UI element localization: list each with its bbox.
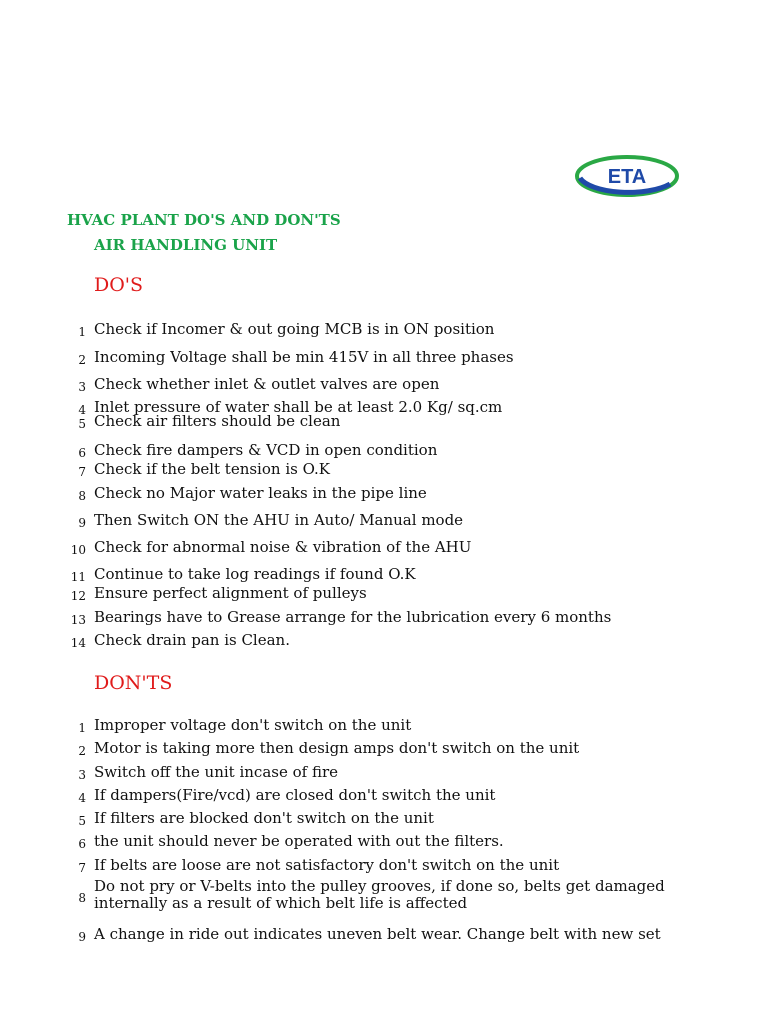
item-number: 8 <box>78 891 86 905</box>
item-number: 13 <box>70 613 86 627</box>
item-number: 7 <box>78 861 86 875</box>
item-text: If belts are loose are not satisfactory don't switch on the unit <box>94 856 560 874</box>
page-title: HVAC PLANT DO'S AND DON'TS <box>67 211 341 229</box>
item-number: 9 <box>78 930 86 944</box>
donts-heading: DON'TS <box>94 672 173 694</box>
item-text: Improper voltage don't switch on the unit <box>94 716 412 734</box>
item-number: 3 <box>78 380 86 394</box>
item-number: 2 <box>78 744 86 758</box>
item-text: Do not pry or V-belts into the pulley grooves, if done so, belts get damaged internally as a result of which belt life is affected <box>94 877 665 912</box>
item-number: 4 <box>78 403 86 417</box>
item-number: 10 <box>70 543 86 557</box>
item-number: 14 <box>70 636 86 650</box>
item-text: Inlet pressure of water shall be at least 2.0 Kg/ sq.cm <box>94 398 503 416</box>
item-number: 5 <box>78 814 86 828</box>
item-text: Check fire dampers & VCD in open condition <box>94 441 438 459</box>
item-text: Continue to take log readings if found O.K <box>94 565 416 583</box>
dos-heading: DO'S <box>94 274 144 296</box>
item-text: If dampers(Fire/vcd) are closed don't switch the unit <box>94 786 496 804</box>
item-number: 2 <box>78 353 86 367</box>
logo-text: ETA <box>607 166 647 188</box>
item-text: the unit should never be operated with out the filters. <box>94 832 504 850</box>
item-text: Check drain pan is Clean. <box>94 631 290 649</box>
item-text: Switch off the unit incase of fire <box>94 763 339 781</box>
item-text: A change in ride out indicates uneven belt wear. Change belt with new set <box>94 925 661 943</box>
item-number: 1 <box>78 325 86 339</box>
item-number: 11 <box>70 570 86 584</box>
item-text: Check if the belt tension is O.K <box>94 460 330 478</box>
item-text: Check no Major water leaks in the pipe line <box>94 484 427 502</box>
item-text: Check air filters should be clean <box>94 412 341 430</box>
item-text: If filters are blocked don't switch on the unit <box>94 809 434 827</box>
item-number: 7 <box>78 465 86 479</box>
item-text: Check if Incomer & out going MCB is in ON position <box>94 320 495 338</box>
item-number: 8 <box>78 489 86 503</box>
eta-logo <box>574 154 680 198</box>
item-number: 6 <box>78 837 86 851</box>
item-number: 3 <box>78 768 86 782</box>
page-subtitle: AIR HANDLING UNIT <box>94 236 278 254</box>
item-text: Check whether inlet & outlet valves are open <box>94 375 440 393</box>
item-text: Incoming Voltage shall be min 415V in all three phases <box>94 348 514 366</box>
item-text: Check for abnormal noise & vibration of the AHU <box>94 538 472 556</box>
item-number: 6 <box>78 446 86 460</box>
item-text: Bearings have to Grease arrange for the lubrication every 6 months <box>94 608 612 626</box>
item-text: Then Switch ON the AHU in Auto/ Manual mode <box>94 511 464 529</box>
item-number: 12 <box>70 589 86 603</box>
item-number: 5 <box>78 417 86 431</box>
item-number: 9 <box>78 516 86 530</box>
item-number: 1 <box>78 721 86 735</box>
item-text: Motor is taking more then design amps don't switch on the unit <box>94 739 580 757</box>
item-text: Ensure perfect alignment of pulleys <box>94 584 367 602</box>
item-number: 4 <box>78 791 86 805</box>
